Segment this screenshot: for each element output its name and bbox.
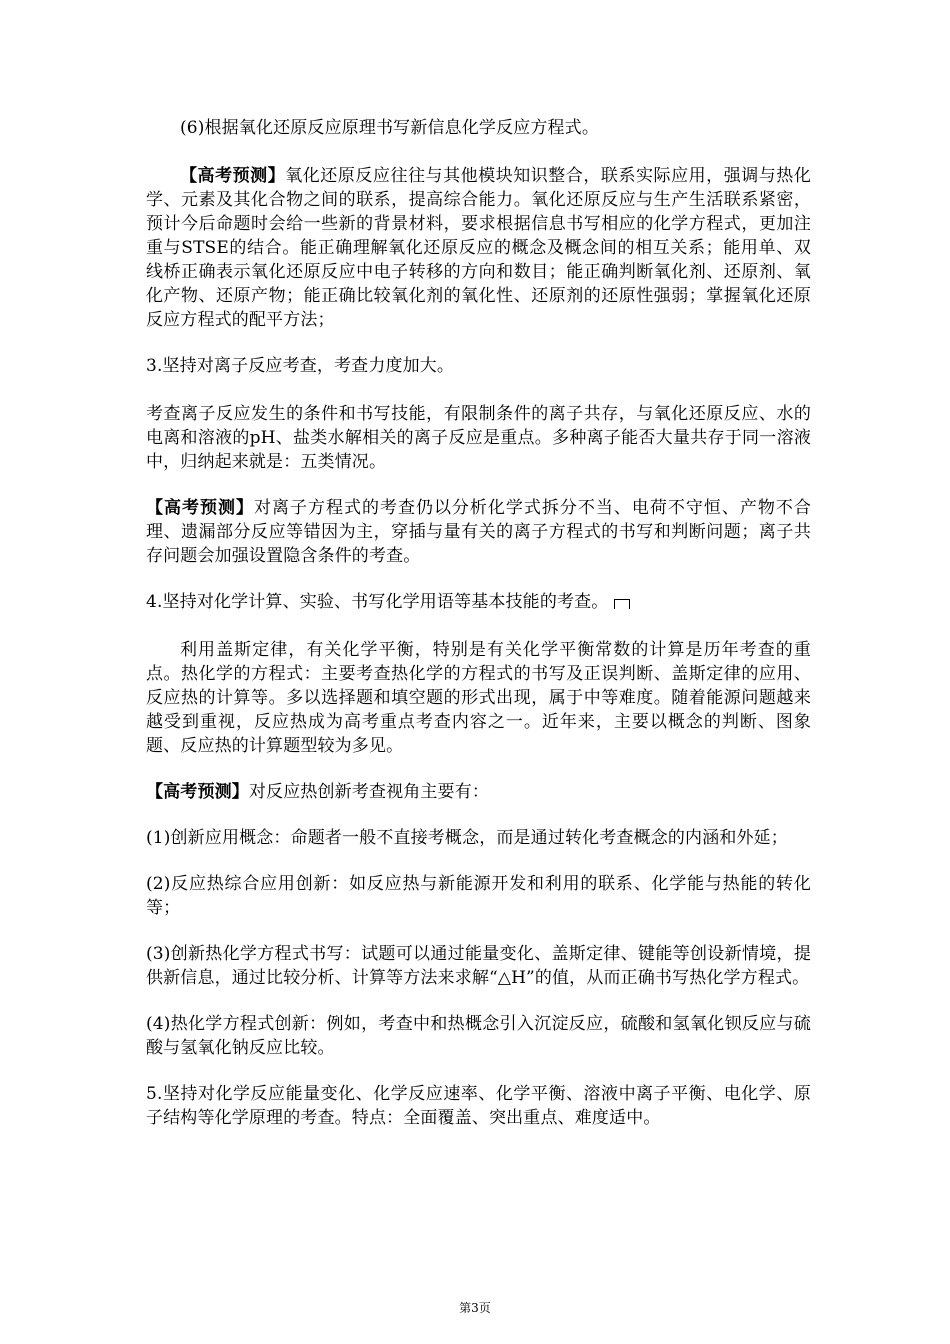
paragraph-text: 4.坚持对化学计算、实验、书写化学用语等基本技能的考查。: [146, 592, 609, 612]
paragraph-12: [146, 1012, 811, 1060]
paragraph-text: 5.坚持对化学反应能量变化、化学反应速率、化学平衡、溶液中离子平衡、电化学、原子结构等化学原理的考查。特点：全面覆盖、突出重点、难度适中。: [146, 1084, 811, 1128]
paragraph-text: 考查离子反应发生的条件和书写技能，有限制条件的离子共存，与氧化还原反应、水的电离和溶液的pH、盐类水解相关的离子反应是重点。多种离子能否大量共存于同一溶液中，归纳起来就是：五类情况。: [146, 404, 811, 472]
paragraph-text: (6)根据氧化还原反应原理书写新信息化学反应方程式。: [180, 118, 599, 138]
paragraph-5: [146, 496, 811, 568]
paragraph-13: [146, 1082, 811, 1130]
page-body: [146, 116, 811, 1130]
bracket-mark-icon: [614, 599, 630, 609]
paragraph-11: [146, 942, 811, 990]
paragraph-3: [146, 354, 811, 378]
paragraph-4: [146, 402, 811, 474]
page-number: 第3页: [459, 1301, 491, 1315]
paragraph-text: 氧化还原反应往往与其他模块知识整合，联系实际应用，强调与热化学、元素及其化合物之间的联系，提高综合能力。氧化还原反应与生产生活联系紧密，预计今后命题时会给一些新的背景材料，要求根据信息书写相应的化学方程式，更加注重与STSE的结合。能正确理解氧化还原反应的概念及概念间的相互关系；能用单、双线桥正确表示氧化还原反应中电子转移的方向和数目；能正确判断氧化剂、还原剂、氧化产物、还原产物；能正确比较氧化剂的氧化性、还原剂的还原性强弱；掌握氧化还原反应方程式的配平方法；: [146, 166, 811, 330]
gaokao-forecast-label: 【高考预测】: [146, 782, 249, 802]
paragraph-2: [146, 164, 811, 332]
paragraph-8: [146, 780, 811, 804]
paragraph-10: [146, 872, 811, 920]
paragraph-6: [146, 590, 811, 614]
paragraph-7: [146, 638, 811, 758]
paragraph-text: (1)创新应用概念：命题者一般不直接考概念，而是通过转化考查概念的内涵和外延；: [146, 828, 788, 848]
paragraph-text: 对反应热创新考查视角主要有：: [248, 782, 490, 802]
paragraph-text: (2)反应热综合应用创新：如反应热与新能源开发和利用的联系、化学能与热能的转化等；: [146, 874, 811, 918]
gaokao-forecast-label: 【高考预测】: [180, 166, 286, 186]
gaokao-forecast-label: 【高考预测】: [146, 498, 254, 518]
paragraph-text: 对离子方程式的考查仍以分析化学式拆分不当、电荷不守恒、产物不合理、遗漏部分反应等错因为主，穿插与量有关的离子方程式的书写和判断问题；离子共存问题会加强设置隐含条件的考查。: [146, 498, 811, 566]
paragraph-9: [146, 826, 811, 850]
paragraph-text: 3.坚持对离子反应考查，考查力度加大。: [146, 356, 455, 376]
paragraph-text: 利用盖斯定律，有关化学平衡，特别是有关化学平衡常数的计算是历年考查的重点。热化学的方程式：主要考查热化学的方程式的书写及正误判断、盖斯定律的应用、反应热的计算等。多以选择题和填空题的形式出现，属于中等难度。随着能源问题越来越受到重视，反应热成为高考重点考查内容之一。近年来，主要以概念的判断、图象题、反应热的计算题型较为多见。: [146, 640, 811, 756]
paragraph-text: (4)热化学方程式创新：例如，考查中和热概念引入沉淀反应，硫酸和氢氧化钡反应与硫酸与氢氧化钠反应比较。: [146, 1014, 811, 1058]
paragraph-1: [146, 116, 811, 140]
paragraph-text: (3)创新热化学方程式书写：试题可以通过能量变化、盖斯定律、键能等创设新情境，提供新信息，通过比较分析、计算等方法来求解“△H”的值，从而正确书写热化学方程式。: [146, 944, 811, 988]
